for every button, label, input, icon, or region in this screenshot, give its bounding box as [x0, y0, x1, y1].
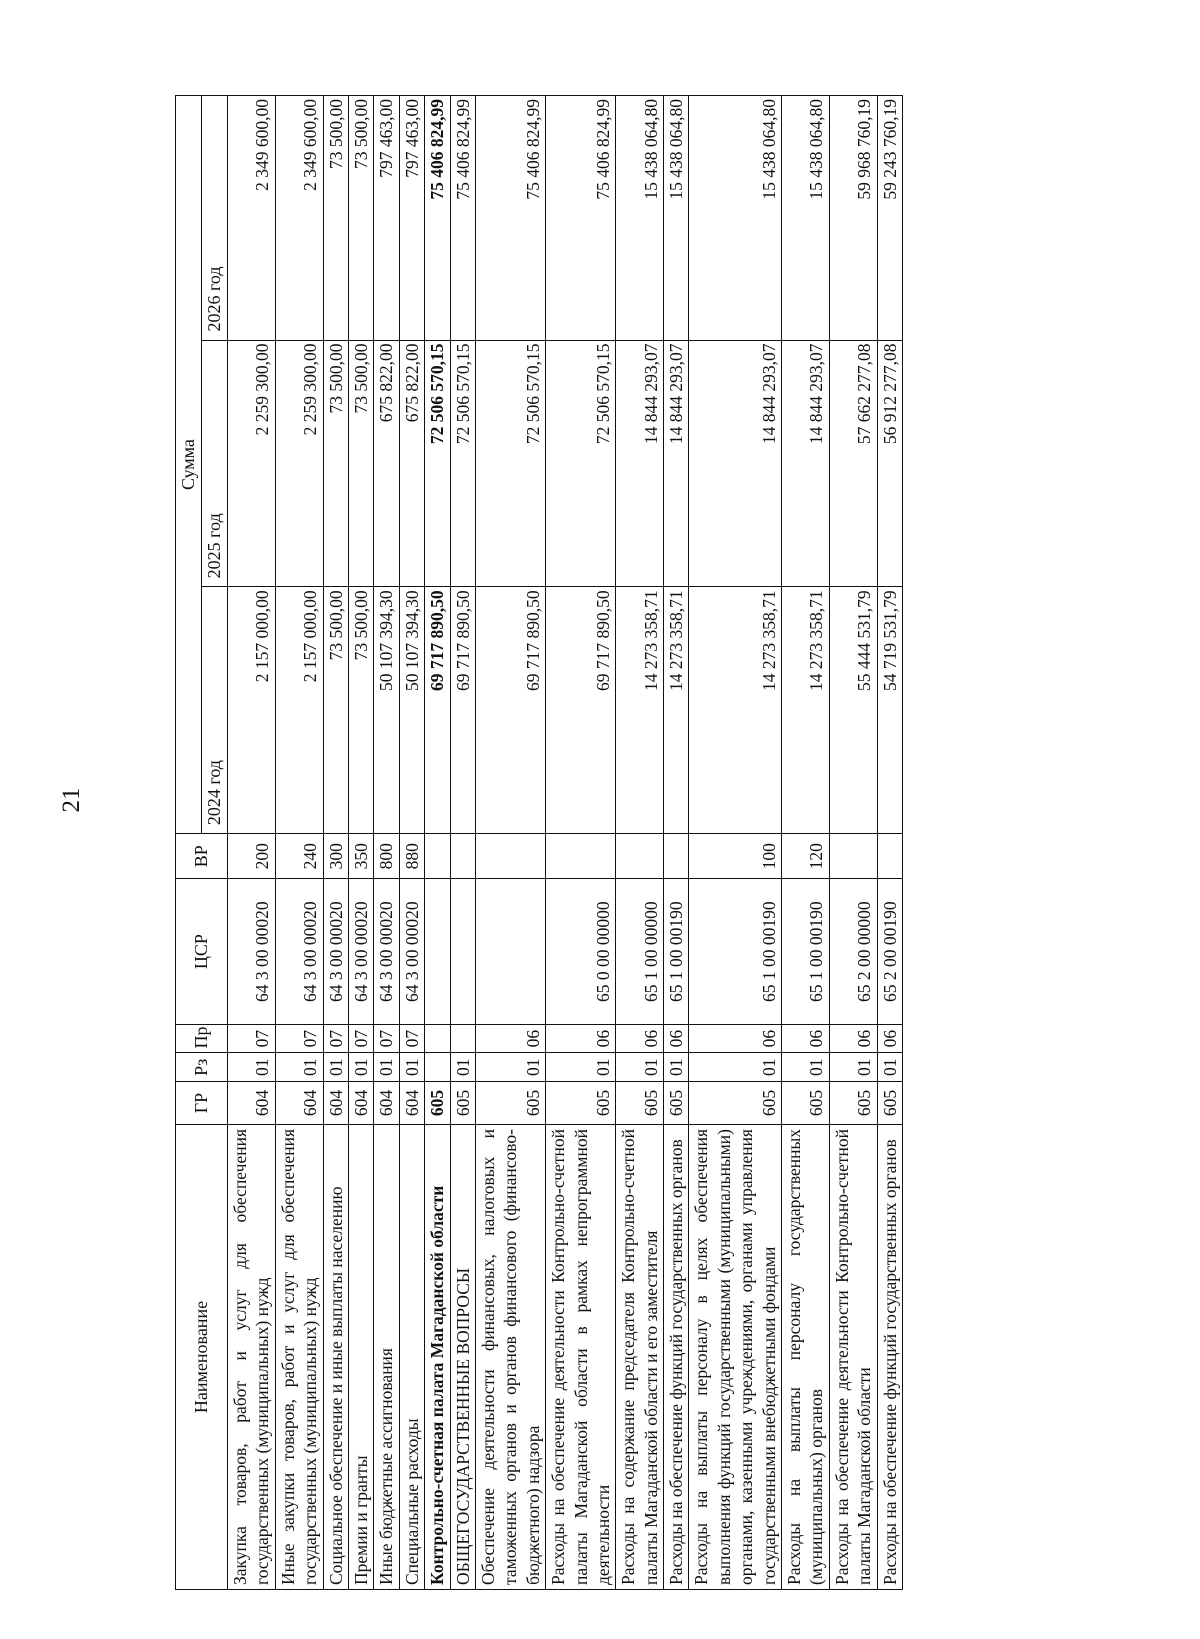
table-row	[323, 96, 348, 1590]
pr-cell: 06	[546, 1024, 616, 1053]
table-row	[228, 96, 276, 1590]
header-rz: Рз	[176, 1053, 228, 1082]
amount-2026-cell: 59 243 760,19	[877, 96, 902, 341]
rz-cell: 01	[228, 1053, 276, 1082]
amount-2026-cell: 15 438 064,80	[664, 96, 689, 341]
gr-cell: 605	[877, 1082, 902, 1125]
vr-cell	[616, 834, 664, 879]
amount-2025-cell: 56 912 277,08	[877, 340, 902, 587]
amount-2024-cell: 73 500,00	[323, 587, 348, 834]
vr-cell	[450, 834, 475, 879]
csr-cell: 64 3 00 00020	[323, 879, 348, 1024]
vr-cell: 200	[228, 834, 276, 879]
gr-cell: 605	[664, 1082, 689, 1125]
pr-cell	[425, 1024, 450, 1053]
vr-cell: 350	[349, 834, 374, 879]
table-body	[228, 96, 903, 1590]
gr-cell: 604	[228, 1082, 276, 1125]
vr-cell: 120	[782, 834, 830, 879]
table-header	[176, 96, 228, 1590]
vr-cell: 100	[689, 834, 782, 879]
name-cell: Социальное обеспечение и иные выплаты населению	[323, 1125, 348, 1590]
name-cell: Расходы на содержание председателя Контрольно-счетной палаты Магаданской области и его заместителя	[616, 1125, 664, 1590]
csr-cell	[425, 879, 450, 1024]
gr-cell: 604	[323, 1082, 348, 1125]
amount-2026-cell: 59 968 760,19	[829, 96, 877, 341]
pr-cell: 06	[829, 1024, 877, 1053]
vr-cell: 880	[399, 834, 424, 879]
vr-cell: 300	[323, 834, 348, 879]
table-row	[425, 96, 450, 1590]
amount-2026-cell: 15 438 064,80	[616, 96, 664, 341]
amount-2025-cell: 73 500,00	[349, 340, 374, 587]
vr-cell	[664, 834, 689, 879]
pr-cell: 06	[664, 1024, 689, 1053]
csr-cell: 65 0 00 00000	[546, 879, 616, 1024]
name-cell: Иные закупки товаров, работ и услуг для обеспечения государственных (муниципальных) нужд	[275, 1125, 323, 1590]
pr-cell: 07	[374, 1024, 399, 1053]
amount-2026-cell: 2 349 600,00	[228, 96, 276, 341]
amount-2024-cell: 50 107 394,30	[374, 587, 399, 834]
rz-cell: 01	[374, 1053, 399, 1082]
pr-cell: 06	[475, 1024, 545, 1053]
table-row	[664, 96, 689, 1590]
amount-2025-cell: 14 844 293,07	[664, 340, 689, 587]
name-cell: Расходы на выплаты персоналу в целях обеспечения выполнения функций государственными (муниципальными) органами, казенными учреждениями, органами управления государственными внебюджетными фондами	[689, 1125, 782, 1590]
csr-cell: 65 2 00 00190	[877, 879, 902, 1024]
gr-cell: 605	[475, 1082, 545, 1125]
table-row	[450, 96, 475, 1590]
csr-cell: 65 2 00 00000	[829, 879, 877, 1024]
table-row	[782, 96, 830, 1590]
table-row	[877, 96, 902, 1590]
table-row	[374, 96, 399, 1590]
vr-cell: 240	[275, 834, 323, 879]
vr-cell	[829, 834, 877, 879]
gr-cell: 605	[689, 1082, 782, 1125]
rz-cell	[425, 1053, 450, 1082]
rz-cell: 01	[323, 1053, 348, 1082]
pr-cell	[450, 1024, 475, 1053]
rz-cell: 01	[450, 1053, 475, 1082]
header-csr: ЦСР	[176, 879, 228, 1024]
csr-cell: 65 1 00 00190	[664, 879, 689, 1024]
csr-cell	[475, 879, 545, 1024]
amount-2025-cell: 2 259 300,00	[275, 340, 323, 587]
amount-2025-cell: 72 506 570,15	[475, 340, 545, 587]
csr-cell: 65 1 00 00190	[782, 879, 830, 1024]
header-vr: ВР	[176, 834, 228, 879]
vr-cell	[475, 834, 545, 879]
name-cell: Расходы на обеспечение деятельности Контрольно-счетной палаты Магаданской области	[829, 1125, 877, 1590]
name-cell: Специальные расходы	[399, 1125, 424, 1590]
header-name: Наименование	[176, 1125, 228, 1590]
amount-2026-cell: 2 349 600,00	[275, 96, 323, 341]
amount-2026-cell: 15 438 064,80	[689, 96, 782, 341]
amount-2024-cell: 50 107 394,30	[399, 587, 424, 834]
rz-cell: 01	[475, 1053, 545, 1082]
amount-2024-cell: 69 717 890,50	[425, 587, 450, 834]
amount-2025-cell: 675 822,00	[399, 340, 424, 587]
gr-cell: 604	[399, 1082, 424, 1125]
csr-cell	[450, 879, 475, 1024]
amount-2025-cell: 14 844 293,07	[616, 340, 664, 587]
rz-cell: 01	[546, 1053, 616, 1082]
amount-2026-cell: 73 500,00	[323, 96, 348, 341]
amount-2024-cell: 14 273 358,71	[616, 587, 664, 834]
amount-2026-cell: 15 438 064,80	[782, 96, 830, 341]
rz-cell: 01	[829, 1053, 877, 1082]
amount-2025-cell: 675 822,00	[374, 340, 399, 587]
name-cell: ОБЩЕГОСУДАРСТВЕННЫЕ ВОПРОСЫ	[450, 1125, 475, 1590]
amount-2024-cell: 69 717 890,50	[475, 587, 545, 834]
table-row	[616, 96, 664, 1590]
amount-2024-cell: 14 273 358,71	[664, 587, 689, 834]
amount-2024-cell: 55 444 531,79	[829, 587, 877, 834]
gr-cell: 604	[275, 1082, 323, 1125]
name-cell: Премии и гранты	[349, 1125, 374, 1590]
gr-cell: 604	[349, 1082, 374, 1125]
table-row	[399, 96, 424, 1590]
rz-cell: 01	[689, 1053, 782, 1082]
csr-cell: 64 3 00 00020	[349, 879, 374, 1024]
amount-2024-cell: 69 717 890,50	[450, 587, 475, 834]
table-row	[829, 96, 877, 1590]
amount-2024-cell: 73 500,00	[349, 587, 374, 834]
pr-cell: 07	[228, 1024, 276, 1053]
csr-cell: 65 1 00 00190	[689, 879, 782, 1024]
name-cell: Расходы на обеспечение функций государственных органов	[664, 1125, 689, 1590]
vr-cell	[877, 834, 902, 879]
pr-cell: 06	[877, 1024, 902, 1053]
amount-2025-cell: 72 506 570,15	[450, 340, 475, 587]
amount-2024-cell: 2 157 000,00	[275, 587, 323, 834]
pr-cell: 06	[616, 1024, 664, 1053]
gr-cell: 605	[425, 1082, 450, 1125]
amount-2024-cell: 69 717 890,50	[546, 587, 616, 834]
rotated-table-container	[175, 95, 1015, 1590]
gr-cell: 605	[450, 1082, 475, 1125]
gr-cell: 605	[782, 1082, 830, 1125]
rz-cell: 01	[349, 1053, 374, 1082]
name-cell: Закупка товаров, работ и услуг для обеспечения государственных (муниципальных) нужд	[228, 1125, 276, 1590]
amount-2026-cell: 75 406 824,99	[425, 96, 450, 341]
name-cell: Расходы на обеспечение функций государственных органов	[877, 1125, 902, 1590]
rz-cell: 01	[782, 1053, 830, 1082]
gr-cell: 605	[829, 1082, 877, 1125]
amount-2026-cell: 75 406 824,99	[475, 96, 545, 341]
gr-cell: 605	[616, 1082, 664, 1125]
amount-2025-cell: 72 506 570,15	[425, 340, 450, 587]
header-2025: 2025 год	[202, 340, 228, 587]
csr-cell: 64 3 00 00020	[374, 879, 399, 1024]
header-sum: Сумма	[176, 96, 202, 834]
vr-cell: 800	[374, 834, 399, 879]
amount-2026-cell: 73 500,00	[349, 96, 374, 341]
csr-cell: 64 3 00 00020	[399, 879, 424, 1024]
csr-cell: 64 3 00 00020	[228, 879, 276, 1024]
budget-table	[175, 95, 903, 1590]
vr-cell	[425, 834, 450, 879]
pr-cell: 07	[399, 1024, 424, 1053]
page-number: 21	[58, 787, 85, 813]
table-row	[275, 96, 323, 1590]
amount-2024-cell: 2 157 000,00	[228, 587, 276, 834]
rz-cell: 01	[275, 1053, 323, 1082]
pr-cell: 06	[782, 1024, 830, 1053]
table-row	[349, 96, 374, 1590]
gr-cell: 605	[546, 1082, 616, 1125]
pr-cell: 07	[323, 1024, 348, 1053]
pr-cell: 07	[349, 1024, 374, 1053]
amount-2025-cell: 14 844 293,07	[689, 340, 782, 587]
pr-cell: 06	[689, 1024, 782, 1053]
vr-cell	[546, 834, 616, 879]
amount-2024-cell: 14 273 358,71	[689, 587, 782, 834]
amount-2026-cell: 75 406 824,99	[450, 96, 475, 341]
header-2026: 2026 год	[202, 96, 228, 341]
rz-cell: 01	[664, 1053, 689, 1082]
name-cell: Расходы на обеспечение деятельности Контрольно-счетной палаты Магаданской области в рамках непрограммной деятельности	[546, 1125, 616, 1590]
rz-cell: 01	[877, 1053, 902, 1082]
amount-2024-cell: 14 273 358,71	[782, 587, 830, 834]
amount-2025-cell: 14 844 293,07	[782, 340, 830, 587]
rz-cell: 01	[616, 1053, 664, 1082]
pr-cell: 07	[275, 1024, 323, 1053]
amount-2026-cell: 797 463,00	[374, 96, 399, 341]
amount-2026-cell: 797 463,00	[399, 96, 424, 341]
name-cell: Обеспечение деятельности финансовых, налоговых и таможенных органов и органов финансового (финансово-бюджетного) надзора	[475, 1125, 545, 1590]
header-gr: ГР	[176, 1082, 228, 1125]
amount-2025-cell: 72 506 570,15	[546, 340, 616, 587]
amount-2025-cell: 2 259 300,00	[228, 340, 276, 587]
table-row	[546, 96, 616, 1590]
amount-2025-cell: 57 662 277,08	[829, 340, 877, 587]
name-cell: Расходы на выплаты персоналу государственных (муниципальных) органов	[782, 1125, 830, 1590]
rz-cell: 01	[399, 1053, 424, 1082]
name-cell: Иные бюджетные ассигнования	[374, 1125, 399, 1590]
header-pr: Пр	[176, 1024, 228, 1053]
gr-cell: 604	[374, 1082, 399, 1125]
name-cell: Контрольно-счетная палата Магаданской области	[425, 1125, 450, 1590]
table-row	[689, 96, 782, 1590]
csr-cell: 65 1 00 00000	[616, 879, 664, 1024]
csr-cell: 64 3 00 00020	[275, 879, 323, 1024]
amount-2025-cell: 73 500,00	[323, 340, 348, 587]
header-2024: 2024 год	[202, 587, 228, 834]
amount-2026-cell: 75 406 824,99	[546, 96, 616, 341]
amount-2024-cell: 54 719 531,79	[877, 587, 902, 834]
table-row	[475, 96, 545, 1590]
